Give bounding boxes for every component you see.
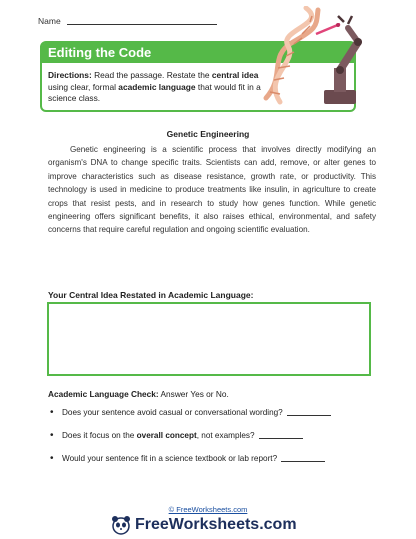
answer-blank[interactable]	[287, 415, 331, 416]
check-label-rest: Answer Yes or No.	[158, 389, 229, 399]
check-item	[48, 431, 378, 454]
check-item-text: Does your sentence avoid casual or conversational wording?	[62, 408, 283, 417]
directions-bold: central idea	[211, 70, 259, 80]
directions-part: that would fit in a science class.	[48, 81, 261, 103]
directions-bold: academic language	[118, 81, 196, 92]
answer-blank[interactable]	[259, 438, 303, 439]
answer-blank[interactable]	[281, 461, 325, 462]
worksheet-title: Editing the Code	[48, 45, 152, 60]
name-label: Name	[38, 16, 61, 26]
answer-label: Your Central Idea Restated in Academic Language:	[48, 290, 254, 300]
footer-brand: FreeWorksheets.com	[135, 516, 297, 533]
check-label-bold: Academic Language Check:	[48, 389, 159, 399]
check-item-text: Does it focus on the	[62, 431, 137, 440]
bullet-icon: •	[50, 407, 54, 418]
name-field[interactable]	[67, 24, 217, 25]
directions-text	[48, 70, 278, 105]
panda-icon	[110, 515, 132, 535]
check-item	[48, 454, 378, 477]
check-item-bold: overall concept	[136, 431, 197, 440]
answer-box[interactable]	[47, 302, 371, 376]
check-item-text: , not examples?	[196, 431, 255, 440]
check-item	[48, 408, 378, 431]
passage-title: Genetic Engineering	[166, 129, 250, 139]
bullet-icon: •	[50, 453, 54, 464]
scissors-icon	[316, 23, 340, 34]
check-item-text: Would your sentence fit in a science textbook or lab report?	[62, 454, 278, 463]
footer-url[interactable]: © FreeWorksheets.com	[168, 505, 248, 514]
check-list	[48, 408, 378, 477]
bullet-icon: •	[50, 430, 54, 441]
dna-helix-icon	[266, 8, 318, 102]
directions-lead: Directions:	[48, 70, 92, 80]
name-row	[38, 16, 217, 26]
footer-logo	[110, 515, 297, 535]
dna-robot-arm-illustration	[258, 6, 378, 111]
passage-text: Genetic engineering is a scientific process that involves directly modifying an organism's DNA to change specific traits. Scientists can add, remove, or alter genes to improve characteristics such as disease resistance, growth rate, or productivity. This technology is used in medicine to produce treatments like insulin, in agriculture to create crops that resist pests, and in research to study how genes function. While genetic engineering offers significant benefits, it also raises ethical, environmental, and safety concerns that require careful regulation and ongoing scientific evaluation.	[48, 145, 376, 235]
directions-part: using clear, formal	[48, 81, 119, 92]
check-label	[48, 389, 229, 399]
directions-part: Read the passage. Restate the	[91, 70, 212, 80]
